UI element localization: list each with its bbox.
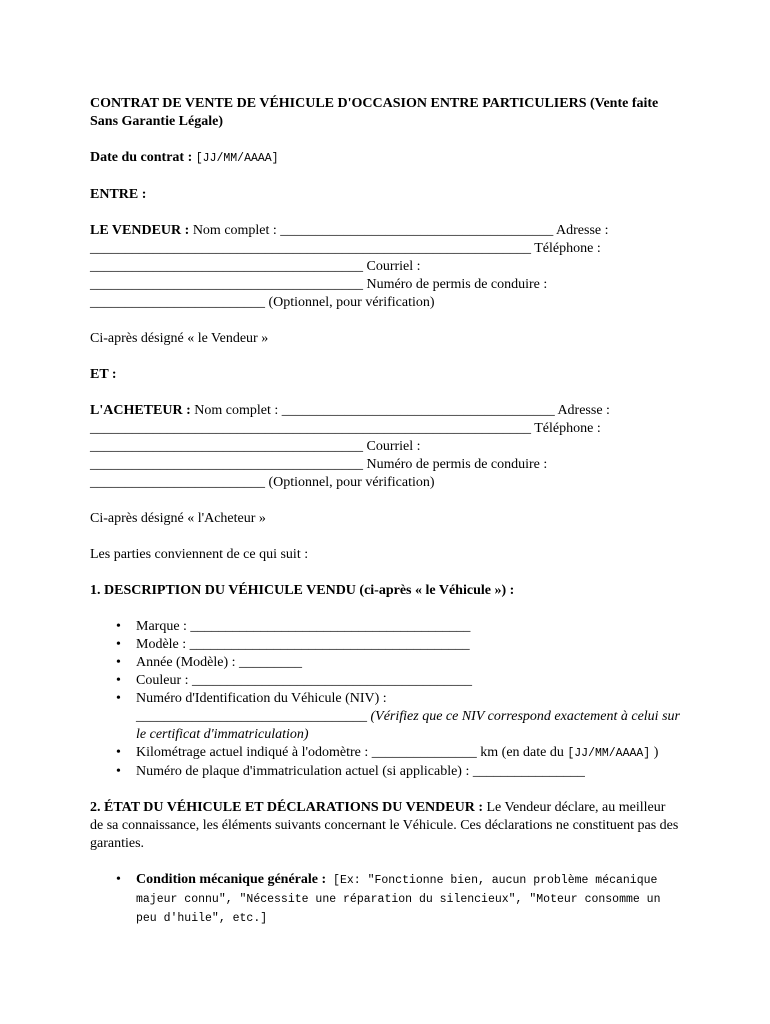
seller-label: LE VENDEUR : <box>90 223 190 238</box>
km-text: Kilométrage actuel indiqué à l'odomètre : _______________ km (en date du <box>136 745 568 760</box>
seller-designation: Ci-après désigné « le Vendeur » <box>90 331 269 346</box>
list-item-marque: • Marque : ________________________________________ <box>136 618 680 636</box>
buyer-block <box>90 402 680 492</box>
list-item-kilometrage <box>136 744 680 763</box>
seller-name-field: Nom complet : _______________________________________ Adresse : <box>189 223 609 238</box>
parties-agreement: Les parties conviennent de ce qui suit : <box>90 547 309 562</box>
seller-line-5: _________________________ (Optionnel, pour vérification) <box>90 295 435 310</box>
date-placeholder: [JJ/MM/AAAA] <box>195 152 279 165</box>
seller-line-3: _______________________________________ Courriel : <box>90 259 421 274</box>
et-label: ET : <box>90 367 117 382</box>
date-label: Date du contrat : <box>90 150 193 165</box>
buyer-line-2: _______________________________________________________________ Téléphone : <box>90 421 601 436</box>
vehicle-description-list <box>90 618 680 781</box>
km-date-placeholder: [JJ/MM/AAAA] <box>567 747 651 760</box>
seller-line-1 <box>90 222 680 240</box>
seller-line-4: _______________________________________ Numéro de permis de conduire : <box>90 277 548 292</box>
list-item-modele: • Modèle : ________________________________________ <box>136 636 680 654</box>
list-item-annee: • Année (Modèle) : _________ <box>136 654 680 672</box>
contract-date <box>90 149 680 168</box>
vehicle-condition-list <box>90 871 680 928</box>
condition-example: [Ex: "Fonctionne bien, aucun problème mécanique majeur connu", "Nécessite une réparation du silencieux", "Moteur consomme un peu d'huile", etc.] <box>136 874 661 925</box>
buyer-line-1 <box>90 402 680 420</box>
seller-line-2: _______________________________________________________________ Téléphone : <box>90 241 601 256</box>
section-1-heading: 1. DESCRIPTION DU VÉHICULE VENDU (ci-après « le Véhicule ») : <box>90 583 515 598</box>
buyer-line-4: _______________________________________ Numéro de permis de conduire : <box>90 457 548 472</box>
buyer-line-5: _________________________ (Optionnel, pour vérification) <box>90 475 435 490</box>
condition-label: Condition mécanique générale : <box>136 872 327 887</box>
list-item-couleur: • Couleur : ________________________________________ <box>136 672 680 690</box>
contract-body <box>90 95 680 946</box>
buyer-name-field: Nom complet : _______________________________________ Adresse : <box>190 403 610 418</box>
buyer-designation: Ci-après désigné « l'Acheteur » <box>90 511 266 526</box>
section-2-text: Le Vendeur déclare, au meilleur de sa connaissance, les éléments suivants concernant le Véhicule. Ces déclarations ne constituent pas des garanties. <box>90 800 679 851</box>
section-2-heading: 2. ÉTAT DU VÉHICULE ET DÉCLARATIONS DU VENDEUR : <box>90 800 483 815</box>
contract-title: CONTRAT DE VENTE DE VÉHICULE D'OCCASION ENTRE PARTICULIERS (Vente faite Sans Garantie Légale) <box>90 96 659 129</box>
km-close: ) <box>650 745 659 760</box>
niv-note: (Vérifiez que ce NIV correspond exactement à celui sur le certificat d'immatriculation) <box>136 709 680 742</box>
buyer-label: L'ACHETEUR : <box>90 403 191 418</box>
buyer-line-3: _______________________________________ Courriel : <box>90 439 421 454</box>
niv-label: Numéro d'Identification du Véhicule (NIV) : <box>136 691 387 706</box>
list-item-niv <box>136 690 680 744</box>
entre-label: ENTRE : <box>90 187 147 202</box>
list-item-plaque: • Numéro de plaque d'immatriculation actuel (si applicable) : ________________ <box>136 763 680 781</box>
list-item-condition <box>136 871 680 928</box>
niv-blank: _________________________________ <box>136 709 371 724</box>
section-2-paragraph <box>90 799 680 853</box>
seller-block <box>90 222 680 312</box>
